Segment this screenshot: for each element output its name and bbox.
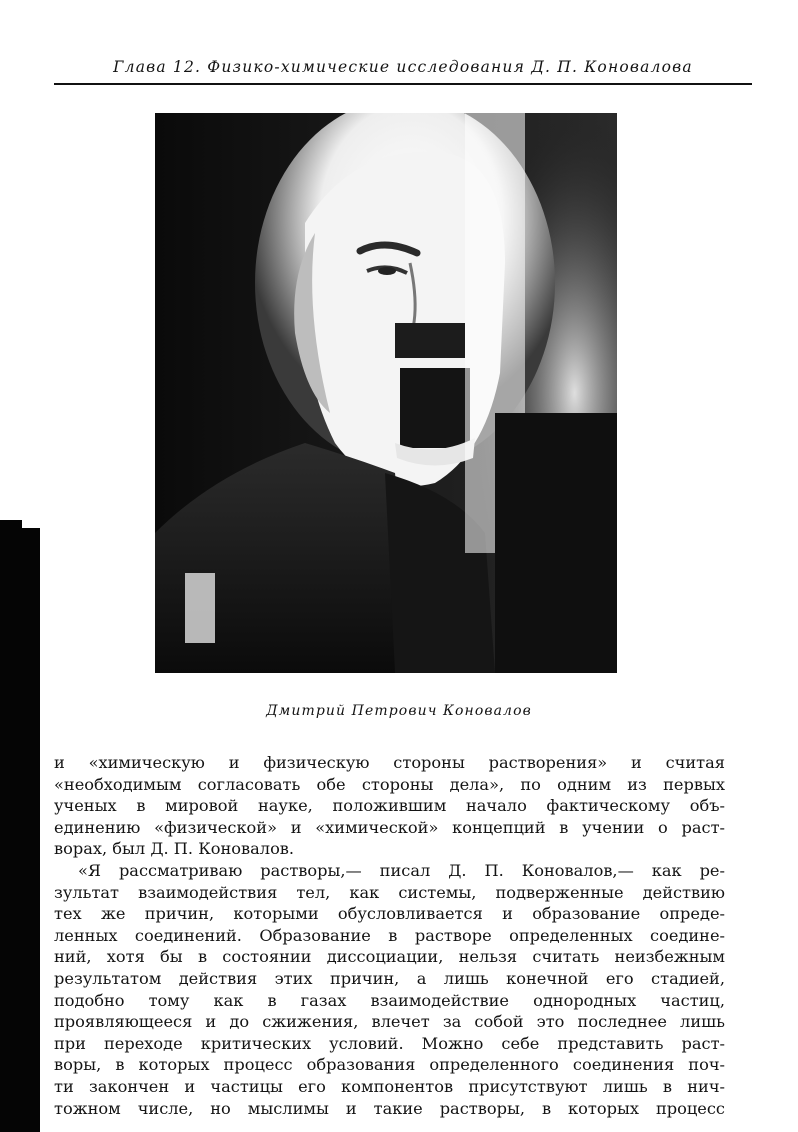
header-rule [54, 83, 752, 85]
text-line: зультат взаимодействия тел, как системы, подверженные действию [54, 882, 725, 902]
text-line: и «химическую и физическую стороны растворения» и считая [54, 753, 725, 772]
text-line: ворах, был Д. П. Коновалов. [54, 839, 295, 859]
text-line: ученых в мировой науке, положившим начало фактическому объ- [54, 796, 725, 816]
text-line: «Я рассматриваю растворы,— писал Д. П. Коновалов,— как ре- [78, 860, 725, 880]
scan-shadow-edge [0, 528, 40, 1132]
text-line: ленных соединений. Образование в растворе определенных соедине- [54, 925, 725, 945]
portrait-image [155, 113, 617, 673]
text-line: проявляющееся и до сжижения, влечет за собой это последнее лишь [54, 1012, 725, 1032]
text-line: ний, хотя бы в состоянии диссоциации, нельзя считать неизбежным [54, 947, 725, 967]
text-line: результатом действия этих причин, а лишь конечной его стадией, [54, 968, 725, 988]
text-line: тожном числе, но мыслимы и такие растворы, в которых процесс [54, 1098, 725, 1118]
running-title: Глава 12. Физико-химические исследования Д. П. Коновалова [113, 58, 693, 76]
photo-caption: Дмитрий Петрович Коновалов [266, 703, 532, 719]
text-line: тех же причин, которыми обусловливается и образование опреде- [54, 904, 725, 924]
text-line: единению «физической» и «химической» концепций в учении о раст- [54, 817, 725, 837]
text-line: ти закончен и частицы его компонентов присутствуют лишь в нич- [54, 1076, 725, 1096]
text-line: подобно тому как в газах взаимодействие однородных частиц, [54, 990, 725, 1010]
text-line: воры, в которых процесс образования определенного соединения поч- [54, 1055, 725, 1075]
body-text [54, 752, 725, 1119]
text-line: «необходимым согласовать обе стороны дела», по одним из первых [54, 774, 725, 794]
text-line: при переходе критических условий. Можно себе представить раст- [54, 1033, 725, 1053]
portrait-photo [155, 113, 617, 673]
